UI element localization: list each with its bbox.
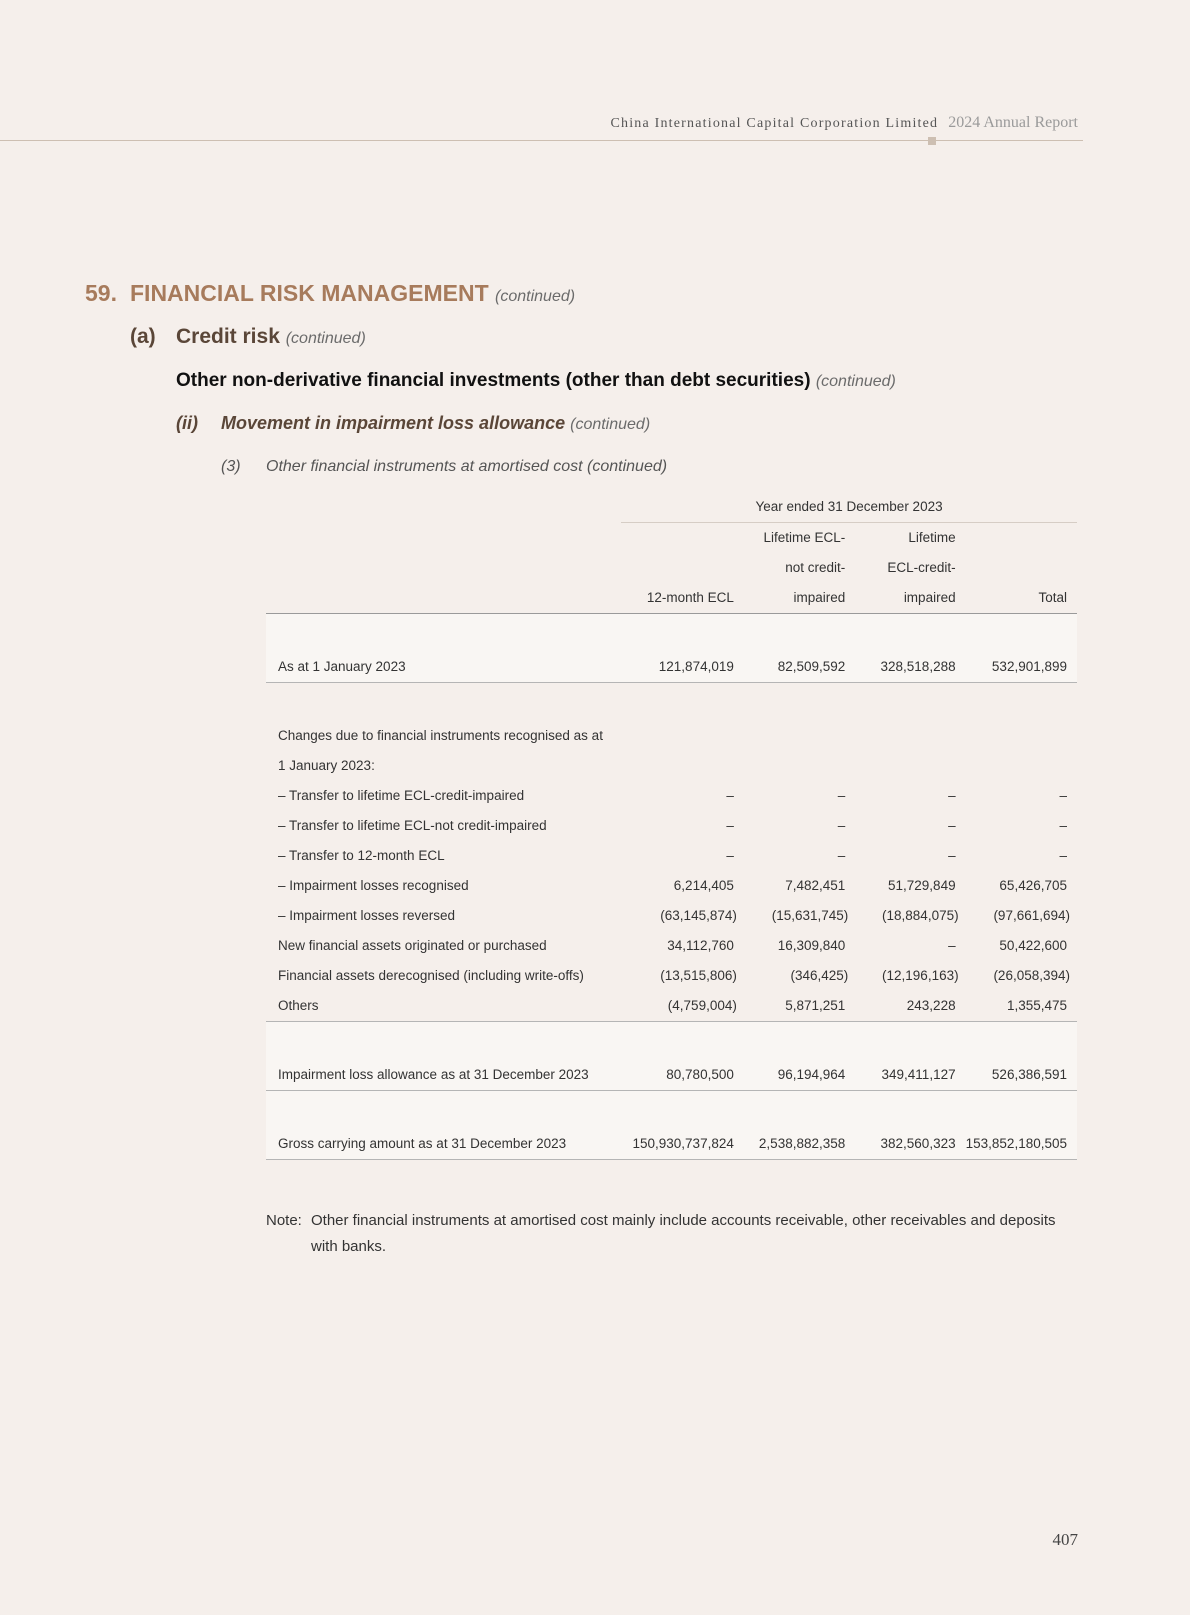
table-row: – Impairment losses recognised 6,214,405 7,482,451 51,729,849 65,426,705 [278, 878, 1067, 893]
item-title: Other financial instruments at amortised cost (continued) [266, 458, 668, 475]
subsection-heading [130, 325, 366, 349]
table-row: – Transfer to 12-month ECL – – – – [278, 848, 1067, 863]
table-header-row [266, 583, 1077, 614]
subsection-continued: (continued) [285, 330, 366, 347]
item-heading [221, 458, 667, 476]
subheading [176, 370, 896, 392]
col-lifetime-not-impaired-l1: Lifetime ECL- [763, 530, 846, 545]
header-report: 2024 Annual Report [948, 114, 1078, 131]
note-text: Other financial instruments at amortised cost mainly include accounts receivable, other receivables and deposits with banks. [311, 1212, 1056, 1255]
table-row: Impairment loss allowance as at 31 December 2023 80,780,500 96,194,964 349,411,127 526,386,591 [266, 1060, 1077, 1091]
subsubheading-continued: (continued) [570, 416, 651, 433]
subsubheading-label: (ii) [176, 413, 198, 433]
table-row: Financial assets derecognised (including write-offs) (13,515,806) (346,425) (12,196,163) (26,058,394) [278, 968, 1070, 983]
note-label: Note: [266, 1212, 302, 1229]
col-lifetime-impaired-l3: impaired [855, 583, 965, 614]
header-company: China International Capital Corporation Limited [610, 116, 939, 131]
subsection-label: (a) [130, 325, 156, 348]
table-header-row [266, 523, 1077, 554]
table-period: Year ended 31 December 2023 [621, 496, 1077, 523]
page-number: 407 [1052, 1530, 1078, 1549]
subheading-title: Other non-derivative financial investments (other than debt securities) [176, 370, 811, 391]
col-total: Total [966, 583, 1077, 614]
col-12-month-ecl: 12-month ECL [621, 583, 744, 614]
table-row: – Impairment losses reversed (63,145,874) (15,631,745) (18,884,075) (97,661,694) [278, 908, 1070, 923]
table-row: – Transfer to lifetime ECL-not credit-impaired – – – – [278, 818, 1067, 833]
impairment-movement-table [266, 496, 1077, 1160]
subsection-title: Credit risk [176, 325, 280, 348]
subsubheading-title: Movement in impairment loss allowance [221, 413, 566, 433]
table-row: 1 January 2023: [278, 758, 375, 773]
col-lifetime-not-impaired-l2: not credit- [785, 560, 846, 575]
table-row: Others (4,759,004) 5,871,251 243,228 1,355,475 [266, 991, 1077, 1022]
table-row: – Transfer to lifetime ECL-credit-impaired – – – – [278, 788, 1067, 803]
subheading-continued: (continued) [815, 373, 896, 390]
col-lifetime-impaired-l1: Lifetime [908, 530, 956, 545]
table-row: Changes due to financial instruments recognised as at [278, 728, 603, 743]
section-heading [85, 280, 575, 307]
section-number: 59. [85, 280, 117, 306]
item-label: (3) [221, 458, 241, 475]
table-period-row [266, 496, 1077, 523]
section-title: FINANCIAL RISK MANAGEMENT [130, 280, 489, 306]
header-marker [928, 137, 936, 145]
table-row: Gross carrying amount as at 31 December 2023 150,930,737,824 2,538,882,358 382,560,323 153,852,180,505 [266, 1129, 1077, 1160]
header-rule [0, 140, 1083, 141]
table-row: New financial assets originated or purchased 34,112,760 16,309,840 – 50,422,600 [278, 938, 1067, 953]
table-header-row [266, 553, 1077, 583]
table-row: As at 1 January 2023 121,874,019 82,509,592 328,518,288 532,901,899 [266, 652, 1077, 683]
subsubheading [176, 413, 650, 434]
col-lifetime-not-impaired-l3: impaired [744, 583, 855, 614]
table-note [266, 1208, 1078, 1260]
col-lifetime-impaired-l2: ECL-credit- [887, 560, 956, 575]
section-continued: (continued) [495, 288, 576, 305]
running-header [610, 114, 1078, 132]
